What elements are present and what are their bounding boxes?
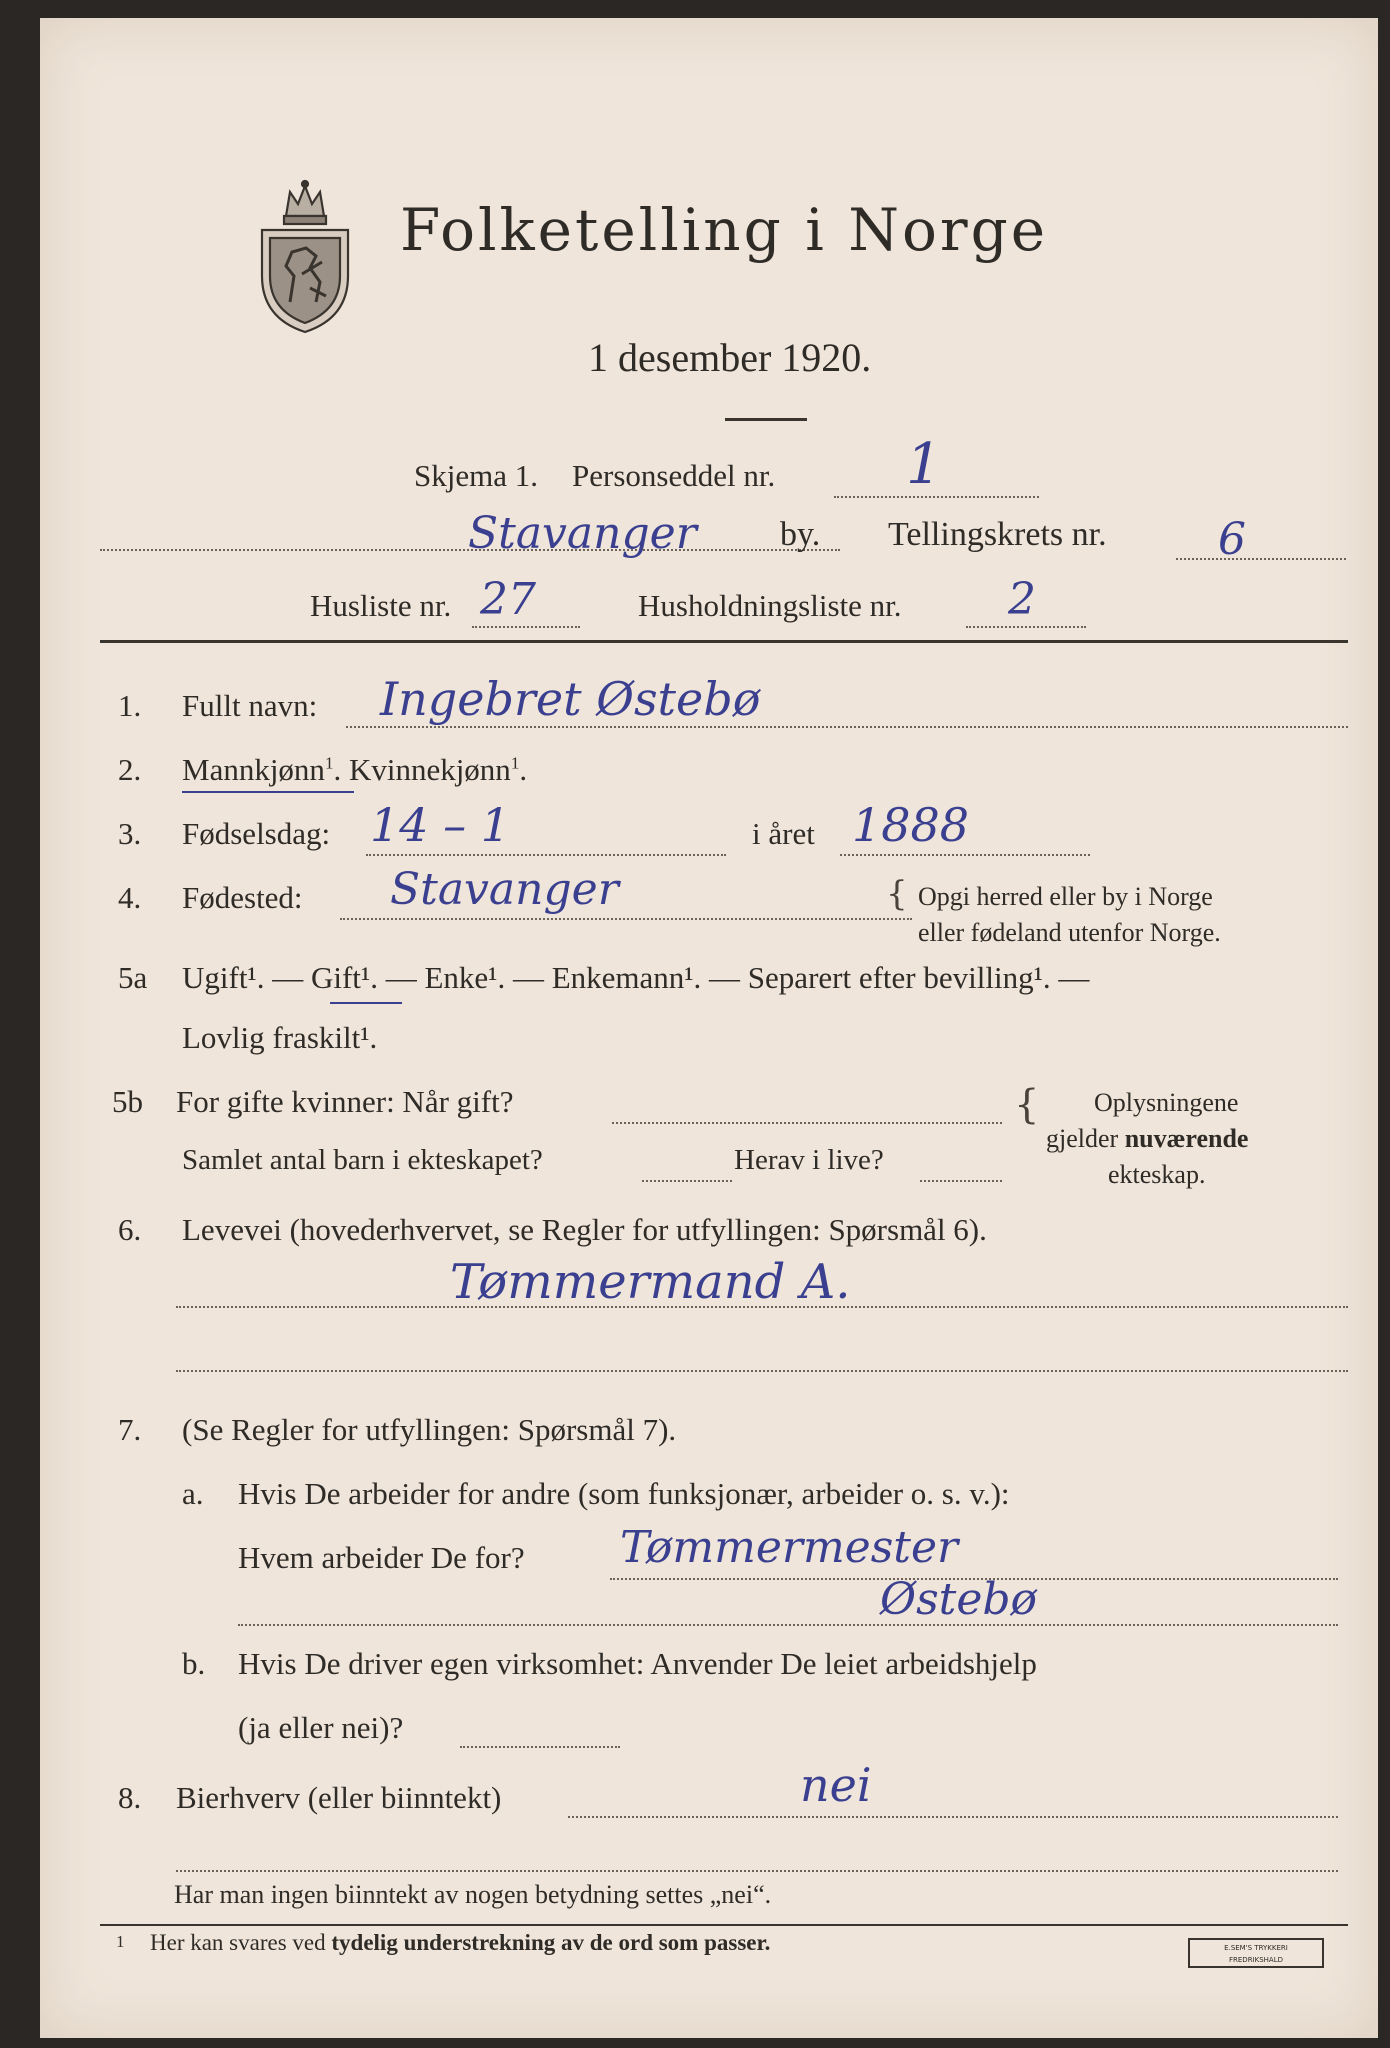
header-rule: [100, 640, 1348, 643]
husliste-label: Husliste nr.: [310, 588, 452, 623]
q5b-note-line3: ekteskap.: [1108, 1160, 1206, 1189]
q2-separator: .: [519, 752, 528, 787]
printer-stamp-line2: FREDRIKSHALD: [1228, 1956, 1283, 1964]
q4-brace: {: [886, 874, 908, 914]
q5a-option-fraskilt: Lovlig fraskilt¹.: [182, 1020, 378, 1055]
printer-stamp-line1: E.SEM'S TRYKKERI: [1224, 1944, 1288, 1952]
q2-footnote-mark: 1: [324, 753, 334, 773]
q3-year-label: i året: [752, 816, 815, 851]
q5a-options: Ugift¹. — Gift¹. — Enke¹. — Enkemann¹. — Separert efter bevilling¹. —: [182, 960, 1090, 995]
q3-label: Fødselsdag:: [182, 816, 331, 851]
q5b-label-alive: Herav i live?: [734, 1144, 884, 1176]
q7a-value1: Tømmermester: [620, 1522, 959, 1573]
q7a-line2: Hvem arbeider De for?: [238, 1540, 525, 1575]
q1-line: [346, 726, 1348, 728]
q2-footnote-mark: 1: [510, 753, 520, 773]
tellingskrets-value: 6: [1218, 514, 1246, 565]
q5b-alive-line: [920, 1180, 1002, 1182]
q3-number: 3.: [118, 816, 142, 851]
q4-number: 4.: [118, 880, 142, 915]
q2-options: [182, 752, 527, 788]
q3-year-value: 1888: [852, 798, 970, 852]
q5b-note-line1: Oplysningene: [1094, 1088, 1239, 1117]
q5b-label-married: For gifte kvinner: Når gift?: [176, 1084, 514, 1119]
husholdning-label: Husholdningsliste nr.: [638, 588, 902, 623]
q3-year-line: [840, 854, 1090, 856]
skjema-label: Skjema 1.: [414, 458, 538, 493]
q6-number: 6.: [118, 1212, 142, 1247]
q4-value: Stavanger: [390, 864, 619, 915]
q5b-number: 5b: [112, 1084, 143, 1119]
q5a-number: 5a: [118, 960, 148, 995]
q1-label: Fullt navn:: [182, 688, 318, 723]
q7b-letter: b.: [182, 1646, 206, 1681]
q2-kvinne-option[interactable]: Kvinnekjønn: [348, 752, 511, 787]
husliste-value: 27: [480, 574, 536, 625]
title-divider: [725, 418, 807, 421]
by-label: by.: [780, 516, 821, 553]
q5b-label-children: Samlet antal barn i ekteskapet?: [182, 1144, 543, 1176]
q3-value: 14 – 1: [370, 798, 511, 852]
q7b-line2: (ja eller nei)?: [238, 1710, 404, 1745]
footer-note: Har man ingen biinntekt av nogen betydning settes „nei“.: [174, 1880, 772, 1909]
q2-number: 2.: [118, 752, 142, 787]
q7a-value2: Østebø: [880, 1574, 1038, 1625]
q4-line: [340, 918, 912, 920]
footnote-text-b: tydelig understrekning av de ord som passer.: [331, 1930, 771, 1955]
q7a-line-extra: [238, 1624, 1338, 1626]
q5a-gift-underline: [330, 1002, 402, 1004]
form-title: Folketelling i Norge: [400, 196, 1049, 264]
q4-note-line2: eller fødeland utenfor Norge.: [918, 918, 1221, 947]
personseddel-label: Personseddel nr.: [572, 458, 776, 493]
q7-label: (Se Regler for utfyllingen: Spørsmål 7).: [182, 1412, 677, 1447]
q5b-brace: {: [1014, 1082, 1040, 1128]
q7b-line1: Hvis De driver egen virksomhet: Anvender De leiet arbeidshjelp: [238, 1646, 1037, 1681]
q6-value: Tømmermand A.: [450, 1254, 851, 1310]
q1-number: 1.: [118, 688, 142, 723]
census-date: 1 desember 1920.: [588, 335, 872, 380]
census-form: [40, 18, 1378, 2038]
q4-note-line1: Opgi herred eller by i Norge: [918, 882, 1213, 911]
q7a-line1: Hvis De arbeider for andre (som funksjonær, arbeider o. s. v.):: [238, 1476, 1010, 1511]
footer-rule: [100, 1924, 1348, 1926]
husholdning-line: [966, 626, 1086, 628]
q8-line2: [176, 1870, 1338, 1872]
footnote-number: 1: [116, 1932, 125, 1951]
footnote-text-a: Her kan svares ved: [150, 1930, 332, 1955]
q8-line1: [568, 1816, 1338, 1818]
q3-day-line: [366, 854, 726, 856]
personseddel-value: 1: [906, 432, 942, 497]
footnote-text: [150, 1930, 770, 1956]
tellingskrets-line: [1176, 558, 1346, 560]
q5b-note-line2: [1046, 1124, 1248, 1154]
husliste-line: [472, 626, 580, 628]
q5b-note-applies: gjelder: [1046, 1124, 1125, 1153]
q2-mann-underline: [182, 791, 354, 793]
q2-separator: .: [333, 752, 342, 787]
q6-line2: [176, 1370, 1348, 1372]
city-value: Stavanger: [468, 508, 697, 559]
q7b-line: [460, 1746, 620, 1748]
q8-label: Bierhverv (eller biinntekt): [176, 1780, 502, 1815]
q7a-letter: a.: [182, 1476, 204, 1511]
q5b-note-current: nuværende: [1124, 1124, 1249, 1153]
coat-of-arms-icon: [250, 178, 360, 336]
q1-value: Ingebret Østebø: [380, 672, 761, 726]
q8-number: 8.: [118, 1780, 142, 1815]
q6-label: Levevei (hovederhvervet, se Regler for utfyllingen: Spørsmål 6).: [182, 1212, 987, 1247]
q2-mann-option[interactable]: Mannkjønn: [182, 752, 325, 787]
q7-number: 7.: [118, 1412, 142, 1447]
q5b-children-line: [642, 1180, 732, 1182]
printer-stamp: [1188, 1938, 1324, 1968]
q5b-married-line: [612, 1122, 1002, 1124]
husholdning-value: 2: [1008, 574, 1036, 625]
q8-value: nei: [800, 1758, 872, 1812]
tellingskrets-label: Tellingskrets nr.: [888, 516, 1107, 553]
q4-label: Fødested:: [182, 880, 303, 915]
